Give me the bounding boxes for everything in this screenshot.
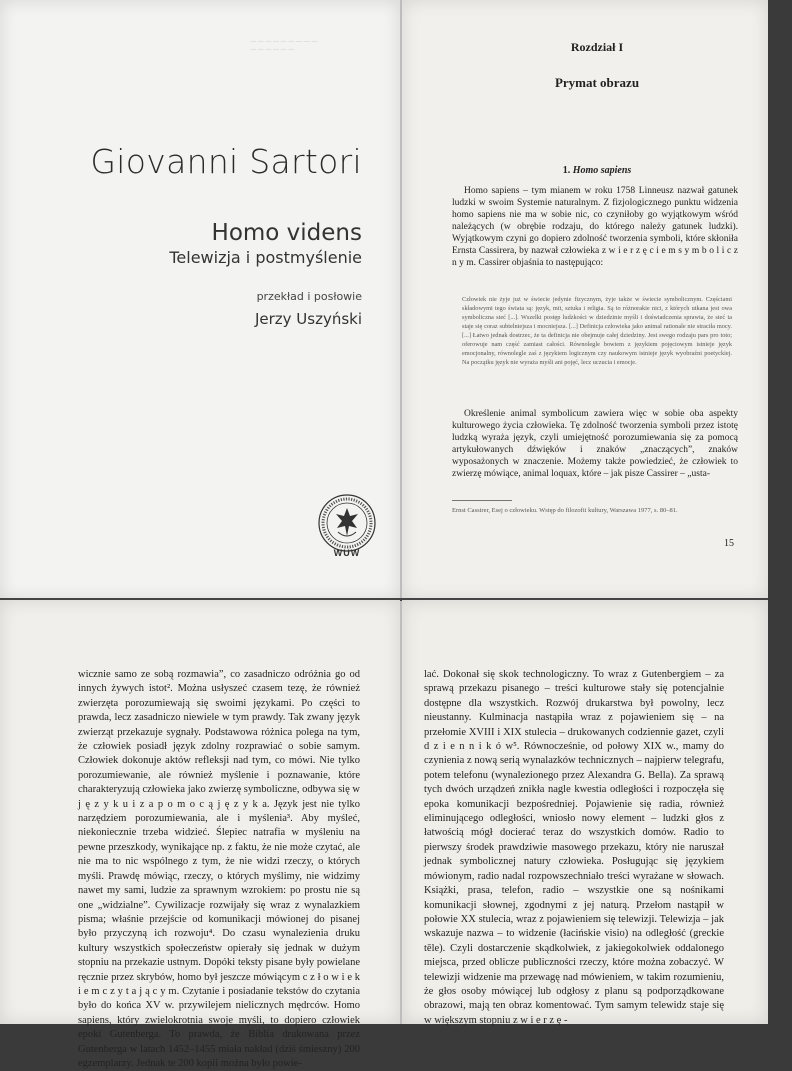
page-number: 15 — [724, 538, 734, 549]
text-column — [424, 668, 724, 1028]
section-title — [402, 165, 792, 176]
publisher-logo-text: WUW — [333, 548, 361, 558]
section-title-text: Homo sapiens — [572, 165, 632, 176]
translation-label: przekład i posłowie — [256, 290, 362, 303]
section-number: 1. — [562, 165, 571, 176]
book-author: Giovanni Sartori — [90, 142, 362, 181]
footnote: Ernst Cassirer, Esej o człowieku. Wstęp do filozofii kultury, Warszawa 1977, s. 80–81. — [452, 507, 678, 514]
book-subtitle: Telewizja i postmyślenie — [169, 248, 362, 267]
text-page-right — [402, 600, 768, 1024]
body-paragraph-2 — [452, 408, 738, 480]
body-paragraph-1 — [452, 185, 738, 269]
paragraph-text: Określenie animal symbolicum zawiera więc w sobie oba aspekty kulturowego życia człowieka. Tę zdolność tworzenia symboli przez istotę ludzką wyraża język, czyli umiejętność porozumiewania się za pomocą artykułowanych dźwięków i znaków „znaczących”, znaków wyposażonych w znaczenie. Możemy także powiedzieć, że człowiek to zwierzę mówiące, animal loquax, które – jak pisze Cassirer – „usta- — [452, 409, 738, 479]
paragraph-text: wicznie samo ze sobą rozmawia”, co zasadniczo odróżnia go od innych żywych istot². Można usłyszeć czasem tezę, że również zwierzęta porozumiewają się swoimi językami. Po części to prawda, lecz zasadniczo niewiele w tym prawdy. Tak zwany język zwierząt przekazuje sygnały. Podstawowa różnica polega na tym, że człowiek posiadł język zdolny rozprawiać o sobie samym. Człowiek dokonuje aktów refleksji nad tym, co mówi. Nie tylko porozumiewanie, ale również myślenie i poznawanie, które charakteryzują człowieka jako zwierzę symboliczne, odbywa się w j ę z y k u i z a p o m o c ą j ę z y k a. Język jest nie tylko narzędziem porozumiewania, ale i myślenia³. Aby myśleć, niekoniecznie trzeba widzieć. Ślepiec natrafia w myśleniu na pewne przeszkody, wynikające np. z faktu, że nie może czytać, ale nie ma to nic wspólnego z tym, że nie widzi rzeczy, o których myśli. Prawdę mówiąc, rzeczy, o których myślimy, nie widzimy nawet my sami, ludzie za sprawnym wzrokiem: po prostu nie są one „widzialne”. Cywilizacje rozwijały się wraz z wynalazkiem pisma; właśnie przejście od komunikacji mówionej do pisanej było przyczyną ich rozwoju⁴. Do czasu wynalezienia druku kultury wszystkich społeczeństw opierały się jednak w dużym stopniu na przekazie ustnym. Dopóki teksty pisane były powielane ręcznie przez skrybów, homo był jeszcze mówiącym c z ł o w i e k i e m c z y t a j ą c y m. Czytanie i posiadanie tekstów do czytania było do końca XV w. przywilejem nielicznych mędrców. Homo sapiens, który zwielokrotnia swoje myśli, to dopiero człowiek epoki Gutenberga. To prawda, że Biblia drukowana przez Gutenberga w latach 1452–1455 miała nakład (dziś śmieszny) 200 egzemplarzy. Jednak te 200 kopii można było powie- — [78, 669, 360, 1069]
chapter-title: Prymat obrazu — [554, 75, 640, 90]
text-column — [78, 668, 360, 1071]
paragraph-text: Homo sapiens – tym mianem w roku 1758 Linneusz nazwał gatunek ludzki w swoim Systemie naturalnym. Z fizjologicznego punktu widzenia homo sapiens nie ma w sobie nic, co czyniłoby go wyjątkowym wśród należących (w obrębie rodzaju, do którego należy gatunek ludzki). Wyjątkowym czyni go dopiero zdolność tworzenia symboli, które skłoniła Ernsta Cassirera, by nazwał człowieka z w i e r z ę c i e m s y m b o l i c z n y m. Cassirer objaśnia to następująco: — [452, 186, 738, 268]
chapter-label: Rozdział I — [570, 40, 624, 54]
translator-name: Jerzy Uszyński — [254, 310, 362, 328]
footnote-rule — [452, 500, 512, 501]
block-quote: Człowiek nie żyje już w świecie jedynie fizycznym, żyje także w świecie symbolicznym. Częściami składowymi tego świata są: język, mit, sztuka i religia. Są to różnorakie nici, z których utkana jest owa symboliczna sieć [...]. Wszelki postęp ludzkości w dziedzinie myśli i doświadczenia sprawia, że sieć ta staje się coraz subtelniejsza i mocniejsza. [...] Definicja człowieka jako animal rationale nie straciła mocy. [...] Łatwo jednak dostrzec, że ta definicja nie obejmuje całej dziedziny. Jest swego rodzaju pars pro toto; oferowuje nam część zamiast całości. Równolegle bowiem z językiem pojęciowym istnieje język emocjonalny, równolegle zaś z językiem logicznym czy naukowym istnieje język wyobraźni poetyckiej. Na początku język nie wyraża myśli ani pojęć, lecz uczucia i emocje. — [462, 296, 732, 366]
chapter-page — [402, 0, 768, 600]
publisher-seal-icon — [316, 492, 378, 572]
text-page-left — [0, 600, 400, 1069]
bleed-through-text: — — — — — — — — — — — — — — — — [250, 39, 318, 53]
paragraph-text: lać. Dokonał się skok technologiczny. To wraz z Gutenbergiem – za sprawą przekazu pisanego – treści kulturowe stały się potencjalnie dostępne dla wszystkich. Rozwój drukarstwa był powolny, lecz nieustanny. Kulminacja nastąpiła wraz z pojawieniem się – na przełomie XVIII i XIX stulecia – drukowanych codziennie gazet, czyli d z i e n n i k ó w⁵. Równocześnie, od połowy XIX w., mamy do czynienia z nową serią wynalazków technicznych – najpierw telegrafu, potem telefonu (wynalezionego przez Alexandra G. Bella). Za sprawą tych dwóch urządzeń znikła nagle kwestia odległości i rozpoczęła się epoka komunikacji bezpośredniej. Pojawienie się radia, również eliminującego odległości, wniosło nowy element – ludzki głos z łatwością mógł docierać teraz do wszystkich domów. Radio to pierwszy środek prawdziwie masowego przekazu, który nie naruszał jednak symbolicznej natury człowieka. Posługując się językiem mówionym, radio nadal rozpowszechniało treści wyrażane w słowach. Książki, prasa, telefon, radio – wszystkie one są nośnikami komunikacji słownej, zgodnymi z jej naturą. Przełom nastąpił w połowie XX stulecia, wraz z pojawieniem się telewizji. Telewizja – jak wskazuje nazwa – to widzenie (łacińskie visio) na odległość (greckie tēle). Czyli dostarczenie skądkolwiek, z jakiegokolwiek oddalonego miejsca, przed oblicze publiczności rzeczy, które można zobaczyć. W telewizji widzenie ma przewagę nad mówieniem, w takim rozumieniu, że głos osoby mówiącej lub odgłosy z planu są podporządkowane obrazowi, mają ten obraz komentować. Tym samym telewidz staje się w większym stopniu z w i e r z ę - — [424, 669, 724, 1026]
title-page — [0, 0, 400, 600]
book-title: Homo videns — [211, 220, 362, 246]
